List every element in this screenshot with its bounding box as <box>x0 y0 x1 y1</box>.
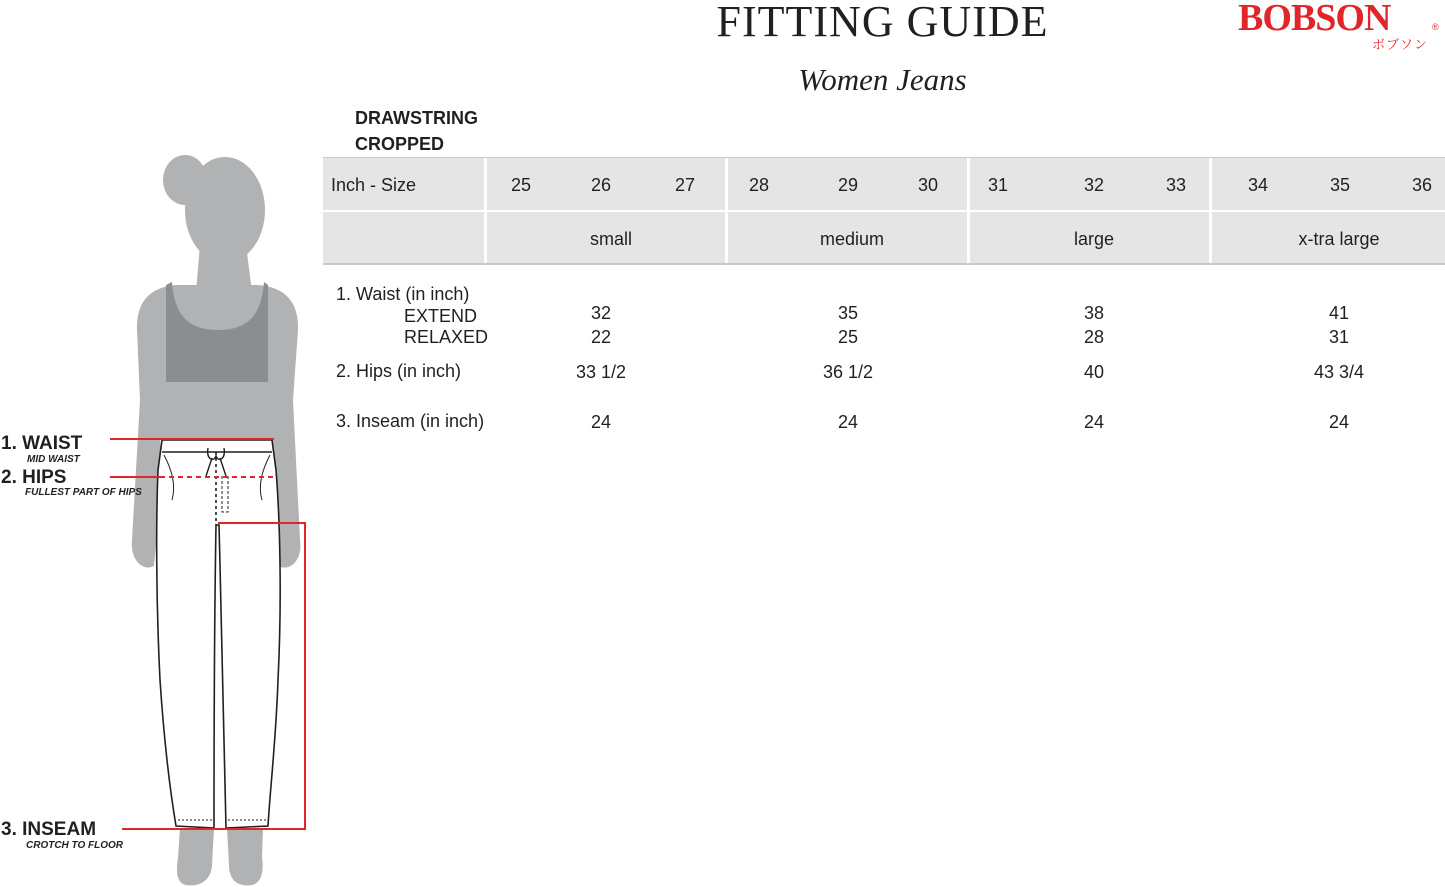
brand-registered-mark: ® <box>1432 22 1439 32</box>
style-name-line2: CROPPED <box>355 134 445 154</box>
waist-extend-value: 41 <box>1328 303 1350 323</box>
brand-katakana: ボブソン <box>1372 37 1429 52</box>
hips-value: 33 1/2 <box>575 362 627 382</box>
waist-relaxed-value: 25 <box>837 327 859 347</box>
table-divider <box>1209 158 1212 263</box>
size-group-small: small <box>589 229 632 249</box>
hips-value: 40 <box>1083 362 1105 382</box>
size-group-medium: medium <box>819 229 885 249</box>
size-cell: 36 <box>1411 175 1433 195</box>
inseam-value: 24 <box>837 412 859 432</box>
brand-logo: BOBSON <box>1238 0 1391 39</box>
hips-measure-label: 2. HIPS <box>1 467 67 488</box>
size-cell: 32 <box>1083 175 1105 195</box>
size-cell: 28 <box>748 175 770 195</box>
size-group-large: large <box>1073 229 1115 249</box>
size-group-xtra-large: x-tra large <box>1298 229 1380 249</box>
table-divider <box>484 158 487 263</box>
size-cell: 33 <box>1165 175 1187 195</box>
page-title: FITTING GUIDE <box>716 0 1049 46</box>
size-cell: 27 <box>674 175 696 195</box>
waist-relaxed-value: 28 <box>1083 327 1105 347</box>
size-cell: 30 <box>917 175 939 195</box>
size-cell: 29 <box>837 175 859 195</box>
size-cell: 25 <box>510 175 532 195</box>
waist-extend-value: 38 <box>1083 303 1105 323</box>
table-divider <box>725 158 728 263</box>
style-name-line1: DRAWSTRING <box>355 108 478 128</box>
waist-extend-label: EXTEND <box>404 306 478 326</box>
waist-measure-sub: MID WAIST <box>27 454 80 465</box>
waist-row-label: 1. Waist (in inch) <box>336 284 470 304</box>
inseam-row-label: 3. Inseam (in inch) <box>336 411 485 431</box>
size-row-label: Inch - Size <box>331 175 417 195</box>
waist-relaxed-value: 22 <box>590 327 612 347</box>
waist-extend-value: 35 <box>837 303 859 323</box>
size-cell: 35 <box>1329 175 1351 195</box>
inseam-measure-label: 3. INSEAM <box>1 819 97 840</box>
waist-relaxed-label: RELAXED <box>404 327 489 347</box>
waist-relaxed-value: 31 <box>1328 327 1350 347</box>
size-cell: 31 <box>987 175 1009 195</box>
hips-value: 36 1/2 <box>822 362 874 382</box>
waist-extend-value: 32 <box>590 303 612 323</box>
waist-measure-label: 1. WAIST <box>1 433 83 454</box>
drawstring-pants <box>157 440 280 828</box>
inseam-value: 24 <box>590 412 612 432</box>
hips-value: 43 3/4 <box>1313 362 1365 382</box>
hips-row-label: 2. Hips (in inch) <box>336 361 462 381</box>
size-cell: 26 <box>590 175 612 195</box>
inseam-measure-sub: CROTCH TO FLOOR <box>26 840 124 851</box>
table-bottom-rule <box>323 263 1445 265</box>
inseam-value: 24 <box>1328 412 1350 432</box>
hips-measure-sub: FULLEST PART OF HIPS <box>25 487 142 498</box>
page-subtitle: Women Jeans <box>798 62 967 97</box>
size-cell: 34 <box>1247 175 1269 195</box>
inseam-value: 24 <box>1083 412 1105 432</box>
